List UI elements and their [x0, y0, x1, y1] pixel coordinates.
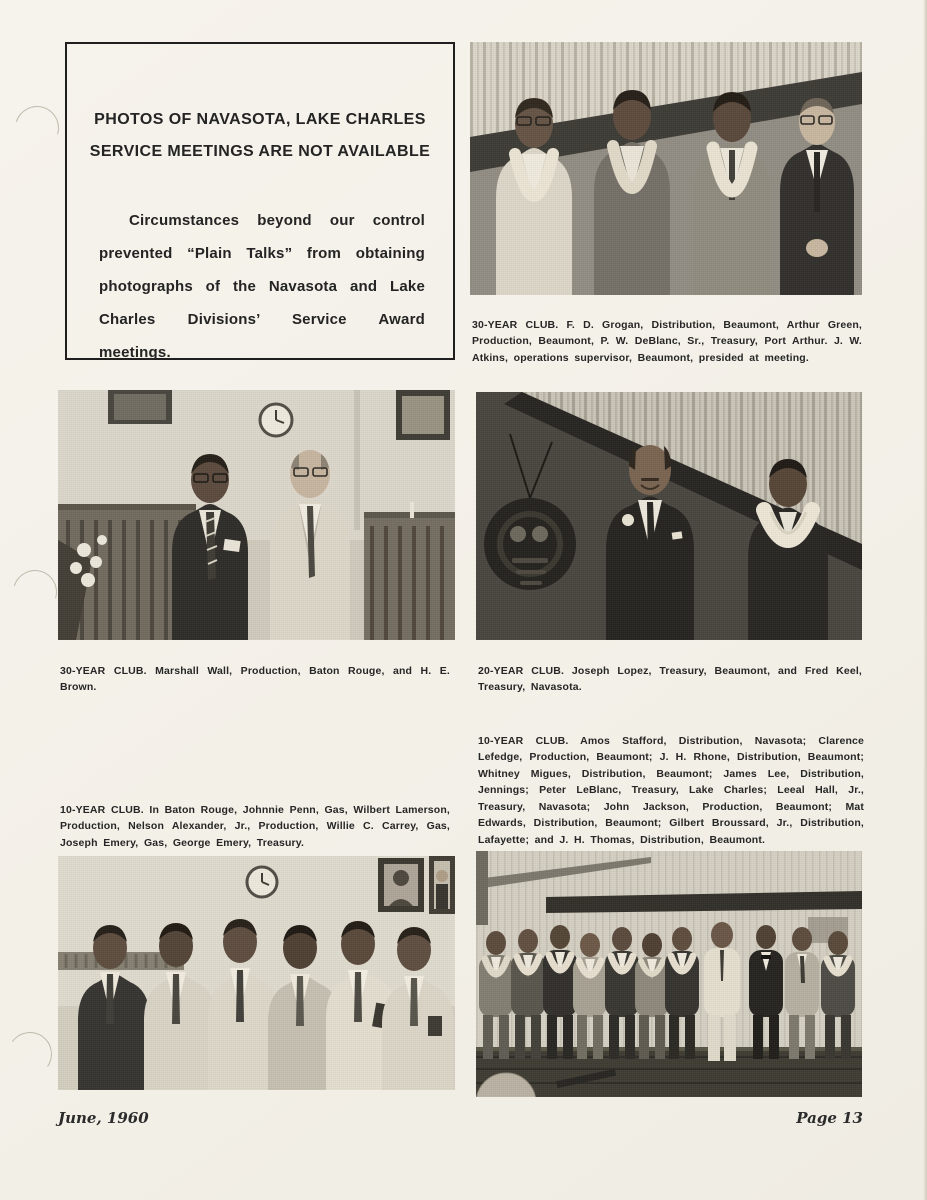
caption-ten-year-club-baton-rouge: 10-YEAR CLUB. In Baton Rouge, Johnnie Penn, Gas, Wilbert Lamerson, Production, Nelson Alexander, Jr., Production, Willie C. Carrey, Gas, Joseph Emery, Gas, George Emery, Treasury.: [60, 803, 450, 849]
photo-ten-year-club-baton-rouge-art: [58, 856, 455, 1090]
notice-heading: [67, 104, 453, 168]
paper-edge: [923, 0, 927, 1200]
photo-thirty-year-club-baton-rouge-art: [58, 390, 455, 640]
caption-thirty-year-club-beaumont: 30-YEAR CLUB. F. D. Grogan, Distribution, Beaumont, Arthur Green, Production, Beaumont, P. W. DeBlanc, Sr., Treasury, Port Arthur. J. W. Atkins, operations supervisor, Beaumont, presided at meeting.: [472, 318, 862, 364]
binder-hole-bottom: [5, 1029, 56, 1080]
photo-thirty-year-club-beaumont: [470, 42, 862, 295]
notice-body-text: Circumstances beyond our control prevented “Plain Talks” from obtaining photographs of the Navasota and Lake Charles Divisions’ Service Award meetings.: [99, 212, 425, 361]
caption-twenty-year-club: 20-YEAR CLUB. Joseph Lopez, Treasury, Beaumont, and Fred Keel, Treasury, Navasota.: [478, 664, 862, 693]
notice-heading-line2: SERVICE MEETINGS ARE NOT AVAILABLE: [89, 143, 431, 160]
footer-page-number: Page 13: [796, 1109, 863, 1127]
notice-box: [65, 42, 455, 360]
notice-heading-line1: PHOTOS OF NAVASOTA, LAKE CHARLES: [94, 111, 426, 128]
photo-thirty-year-club-baton-rouge: [58, 390, 455, 640]
caption-ten-year-club-group: 10-YEAR CLUB. Amos Stafford, Distribution, Navasota; Clarence Lefedge, Production, Beaumont; J. H. Rhone, Distribution, Beaumont; Whitney Migues, Distribution, Beaumont; James Lee, Distribution, Jennings; Peter LeBlanc, Treasury, Lake Charles; Leeal Hall, Jr., Treasury, Navasota; John Jackson, Production, Beaumont; Mat Edwards, Distribution, Beaumont; Gilbert Broussard, Jr., Distribution, Lafayette; and J. H. Thomas, Distribution, Beaumont.: [478, 734, 864, 846]
photo-twenty-year-club-art: [476, 392, 862, 640]
binder-hole-top: [7, 98, 67, 158]
caption-thirty-year-club-baton-rouge: 30-YEAR CLUB. Marshall Wall, Production, Baton Rouge, and H. E. Brown.: [60, 664, 450, 693]
binder-hole-middle: [5, 562, 65, 622]
footer-issue-date: June, 1960: [58, 1109, 149, 1127]
photo-ten-year-club-baton-rouge: [58, 856, 455, 1090]
photo-ten-year-club-group-art: [476, 851, 862, 1097]
photo-twenty-year-club: [476, 392, 862, 640]
photo-thirty-year-club-beaumont-art: [470, 42, 862, 295]
photo-ten-year-club-group: [476, 851, 862, 1097]
